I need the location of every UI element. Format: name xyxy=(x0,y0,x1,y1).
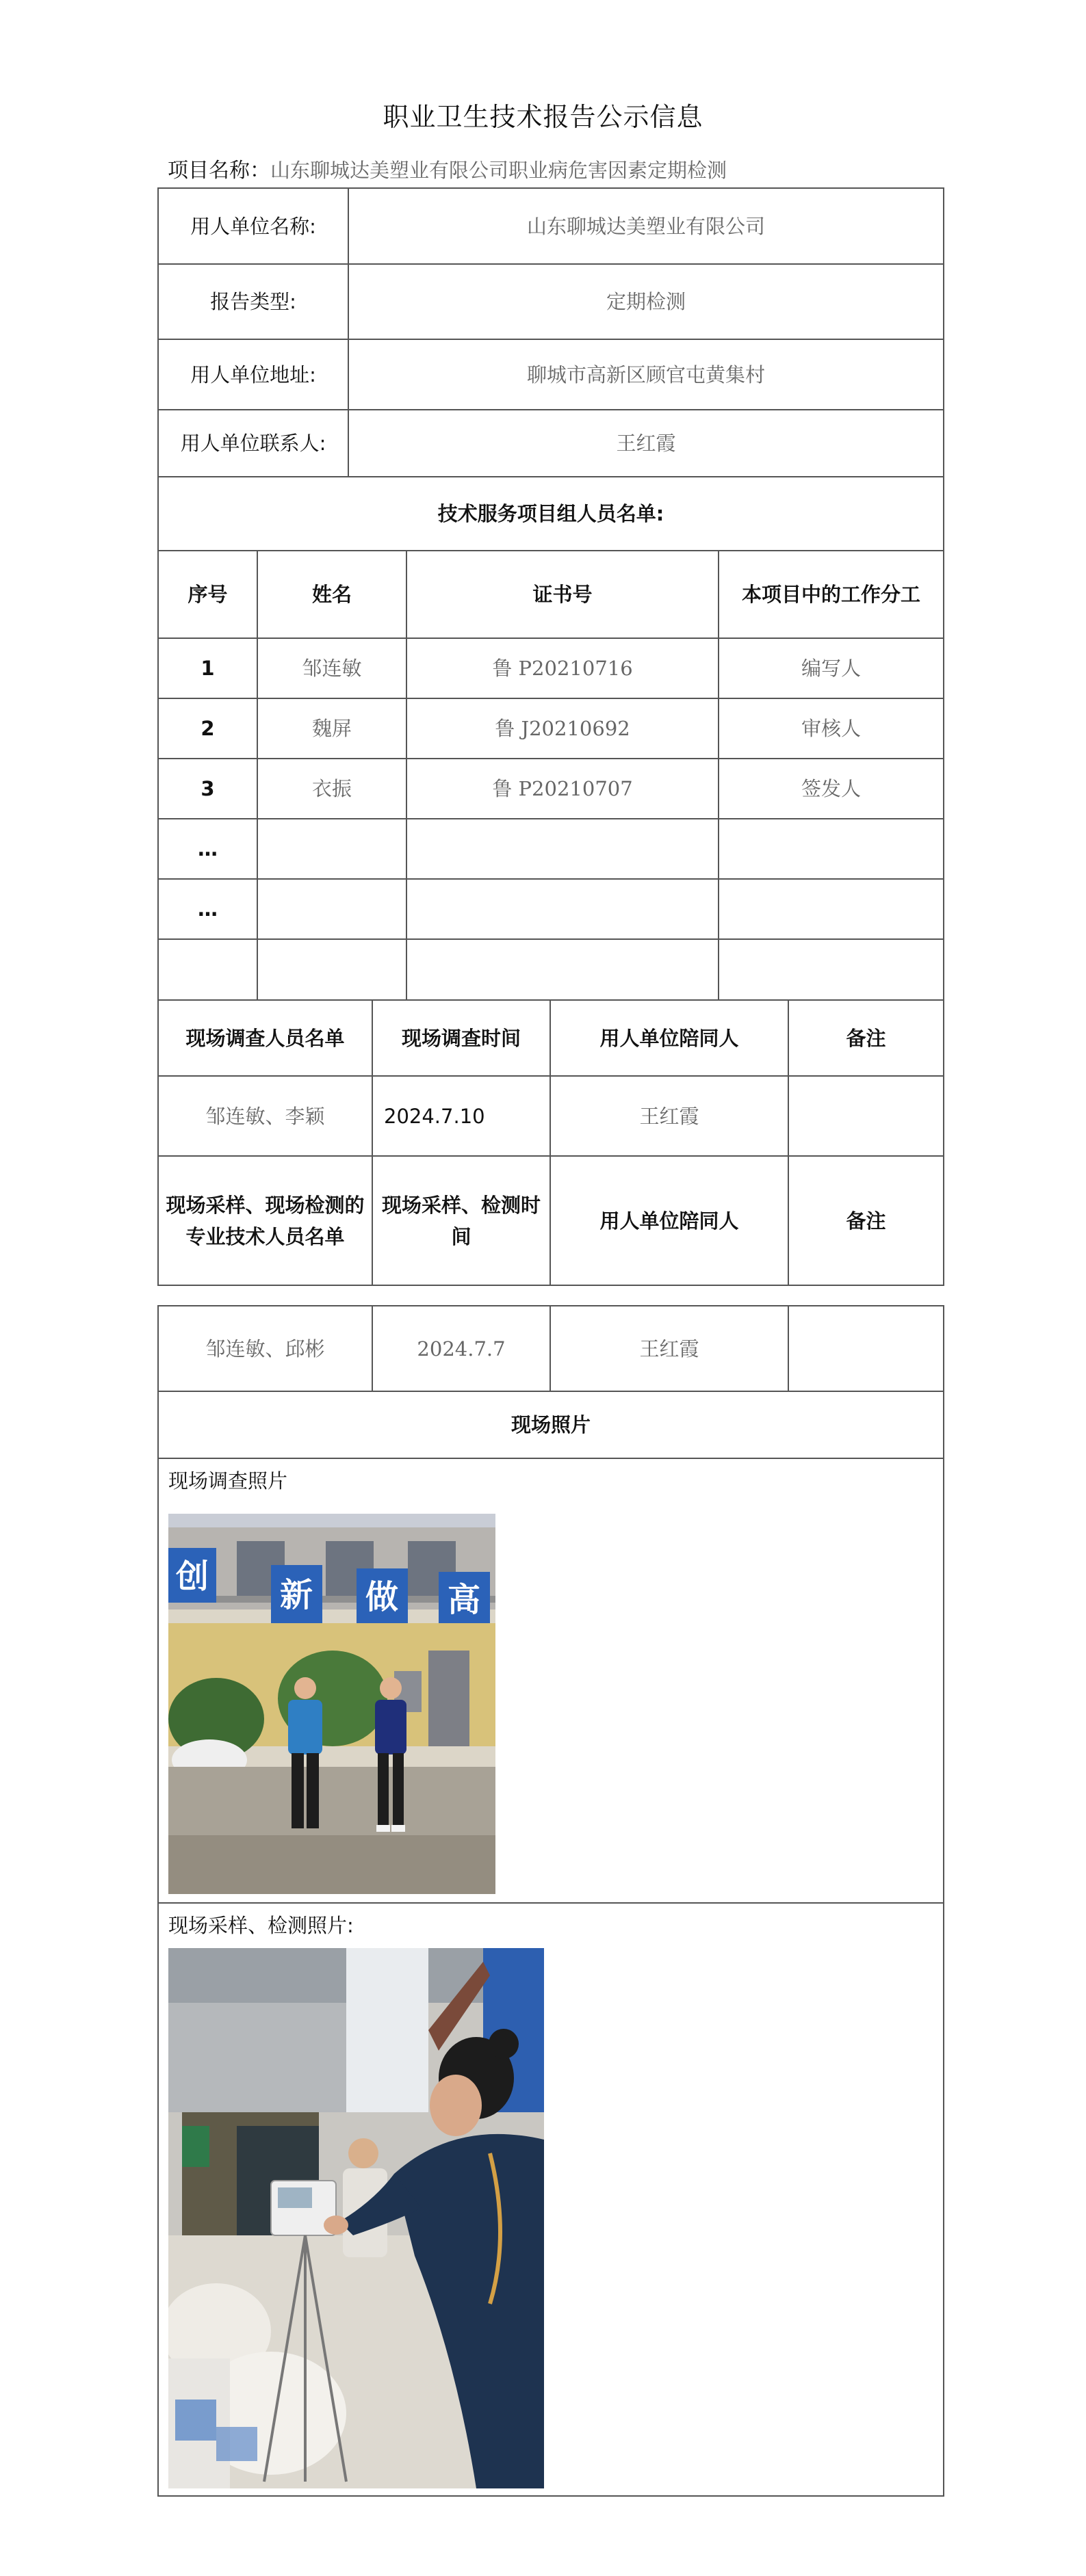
sampling-header-time: 现场采样、检测时间 xyxy=(373,1157,551,1285)
report-type-value: 定期检测 xyxy=(606,290,686,313)
sampling-photo xyxy=(168,1948,544,2488)
project-label: 项目名称： xyxy=(168,159,270,183)
sampling-photo-label: 现场采样、检测照片: xyxy=(168,1914,354,1937)
survey-header-escort: 用人单位陪同人 xyxy=(551,1001,789,1075)
page-title: 职业卫生技术报告公示信息 xyxy=(383,102,703,132)
survey-header-notes: 备注 xyxy=(846,1026,886,1050)
team-header-name: 姓名 xyxy=(258,551,407,638)
address-label: 用人单位地址: xyxy=(159,340,349,409)
banner-char: 创 xyxy=(175,1558,209,1596)
survey-header-time: 现场调查时间 xyxy=(373,1001,551,1075)
project-value: 山东聊城达美塑业有限公司职业病危害因素定期检测 xyxy=(270,159,727,182)
survey-row xyxy=(159,1077,943,1157)
team-cert-number: 鲁 J20210692 xyxy=(407,699,719,758)
team-cert-number: 鲁 P20210707 xyxy=(407,759,719,818)
address-row xyxy=(159,340,943,410)
team-member-name: 衣振 xyxy=(258,759,407,818)
team-index: 2 xyxy=(159,699,258,758)
team-index xyxy=(159,940,258,999)
survey-header-staff: 现场调查人员名单 xyxy=(159,1001,373,1075)
banner-char: 高 xyxy=(447,1581,481,1619)
team-role xyxy=(719,940,943,999)
survey-photo xyxy=(168,1514,495,1894)
contact-value: 王红霞 xyxy=(616,432,676,455)
survey-escort: 王红霞 xyxy=(551,1077,789,1155)
team-index: … xyxy=(159,819,258,878)
survey-time: 2024.7.10 xyxy=(373,1077,551,1155)
banner-char: 新 xyxy=(279,1576,313,1614)
team-role: 签发人 xyxy=(801,777,861,800)
team-header-role: 本项目中的工作分工 xyxy=(741,583,920,606)
team-role xyxy=(719,880,943,938)
survey-photo-row xyxy=(159,1459,943,1904)
photo-table xyxy=(157,1305,944,2497)
team-row xyxy=(159,639,943,699)
project-line xyxy=(168,153,727,183)
team-cert-number xyxy=(407,819,719,878)
survey-photo-label: 现场调查照片 xyxy=(168,1469,288,1493)
team-member-name xyxy=(258,880,407,938)
address-value: 聊城市高新区顾官屯黄集村 xyxy=(526,363,765,386)
company-value: 山东聊城达美塑业有限公司 xyxy=(526,214,765,238)
team-heading-row xyxy=(159,477,943,551)
contact-label: 用人单位联系人: xyxy=(159,410,349,476)
team-index: … xyxy=(159,880,258,938)
team-row xyxy=(159,940,943,1001)
team-role: 审核人 xyxy=(801,717,861,740)
banner-char: 做 xyxy=(365,1578,399,1616)
sampling-staff: 邹连敏、邱彬 xyxy=(159,1306,373,1391)
report-type-row xyxy=(159,265,943,340)
sampling-header-escort: 用人单位陪同人 xyxy=(551,1157,789,1285)
team-cert-number xyxy=(407,880,719,938)
team-row xyxy=(159,819,943,880)
team-member-name: 邹连敏 xyxy=(258,639,407,698)
sampling-escort: 王红霞 xyxy=(551,1306,789,1391)
team-role: 编写人 xyxy=(801,657,861,680)
company-row xyxy=(159,189,943,265)
team-cert-number: 鲁 P20210716 xyxy=(407,639,719,698)
photos-heading-row xyxy=(159,1392,943,1459)
team-heading: 技术服务项目组人员名单: xyxy=(437,502,664,525)
survey-notes xyxy=(789,1077,943,1155)
sampling-header-row xyxy=(159,1157,943,1285)
team-header-row xyxy=(159,551,943,639)
company-label: 用人单位名称: xyxy=(159,189,349,263)
photos-heading: 现场照片 xyxy=(510,1413,591,1436)
team-cert-number xyxy=(407,940,719,999)
team-header-cert: 证书号 xyxy=(407,551,719,638)
team-header-index: 序号 xyxy=(159,551,258,638)
survey-staff: 邹连敏、李颖 xyxy=(159,1077,373,1155)
contact-row xyxy=(159,410,943,477)
report-type-label: 报告类型: xyxy=(159,265,349,339)
team-row xyxy=(159,699,943,759)
sampling-notes xyxy=(789,1306,943,1391)
info-table xyxy=(157,187,944,1286)
team-index: 1 xyxy=(159,639,258,698)
sampling-row xyxy=(159,1306,943,1392)
team-row xyxy=(159,759,943,819)
team-member-name xyxy=(258,819,407,878)
team-row xyxy=(159,880,943,940)
sampling-header-staff: 现场采样、现场检测的专业技术人员名单 xyxy=(159,1157,373,1285)
team-index: 3 xyxy=(159,759,258,818)
team-role xyxy=(719,819,943,878)
team-member-name xyxy=(258,940,407,999)
team-member-name: 魏屏 xyxy=(258,699,407,758)
sampling-photo-row xyxy=(159,1904,943,2495)
sampling-header-notes: 备注 xyxy=(846,1209,886,1233)
sampling-time: 2024.7.7 xyxy=(373,1306,551,1391)
survey-header-row xyxy=(159,1001,943,1077)
